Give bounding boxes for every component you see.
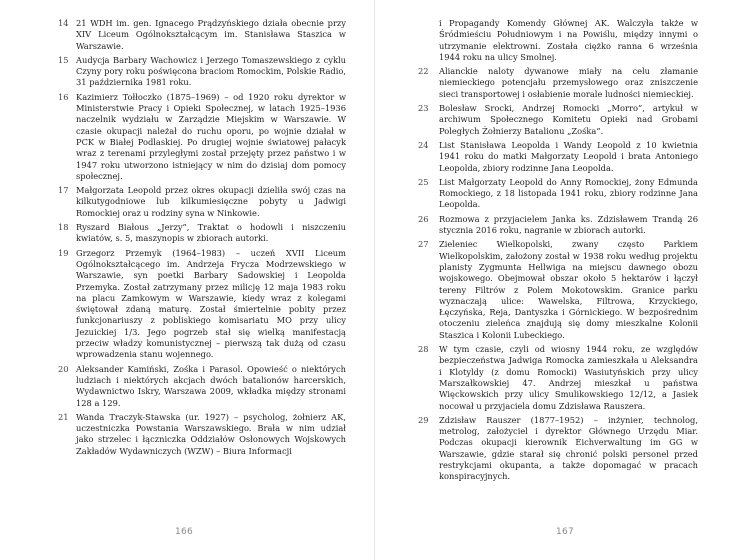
footnote-text: Ryszard Białous „Jerzy”, Traktat o hodowli i niszczeniu kwiatów, s. 5, maszynopis w zbiorach autorki. — [76, 222, 346, 244]
footnote-number: 16 — [58, 91, 69, 102]
footnote-number: 18 — [58, 222, 69, 233]
footnote-text: Zdzisław Rauszer (1877–1952) – inżynier, technolog, metrolog, założyciel i dyrektor Głównego Urzędu Miar. Podczas okupacji kierownik Eichverwaltung im GG w Warszawie, gdzie starał się chronić polski personel przed restrykcjami okupanta, a także dopomagać w pracach konspiracyjnych. — [439, 414, 698, 482]
footnote-number: 17 — [58, 185, 69, 196]
footnote-22 — [418, 66, 698, 100]
footnote-29 — [418, 415, 698, 483]
footnote-number: 28 — [418, 344, 429, 355]
footnote-number: 23 — [418, 103, 429, 114]
footnote-text: List Małgorzaty Leopold do Anny Romockiej, żony Edmunda Romockiego, z 18 listopada 1941 roku, zbiory rodzinne Jana Leopolda. — [439, 176, 698, 210]
page-number: 166 — [175, 527, 194, 537]
footnote-16 — [58, 92, 346, 182]
footnote-21 — [58, 412, 346, 457]
footnote-26 — [418, 214, 698, 237]
footnote-19 — [58, 248, 346, 361]
footnote-text: Małgorzata Leopold przez okres okupacji dzieliła swój czas na kilkutygodniowe lub kilkumiesięczne pobyty u Jadwigi Romockiej oraz u rodziny syna w Ninkowie. — [76, 185, 346, 218]
footnote-number: 19 — [58, 247, 69, 258]
footnote-number: 24 — [418, 139, 429, 150]
footnote-text: i Propagandy Komendy Głównej AK. Walczyła także w Śródmieściu Południowym i na Powiślu, między innymi o utrzymanie elektrowni. Została ciężko ranna 6 września 1944 roku na ulicy Smolnej. — [439, 18, 698, 62]
footnote-25 — [418, 177, 698, 211]
footnote-number: 21 — [58, 411, 69, 422]
footnote-number: 14 — [58, 18, 69, 28]
page-number: 167 — [556, 527, 575, 537]
footnote-number: 22 — [418, 66, 429, 77]
footnote-text: 21 WDH im. gen. Ignacego Prądzyńskiego działa obecnie przy XIV Liceum Ogólnokształcącym im. Stanisława Staszica w Warszawie. — [76, 18, 346, 51]
footnote-text: W tym czasie, czyli od wiosny 1944 roku, ze względów bezpieczeństwa Jadwiga Romocka zamieszkała u Aleksandra i Klotyldy (z domu Romocki) Wasiutyńskich przy ulicy Marszałkowskiej 47. Andrzej mieszkał u państwa Więckowskich przy ulicy Smulikowskiego 12/12, a Jasiek nocował u przyjaciela domu Zdzisława Rauszera. — [439, 344, 698, 411]
footnote-number: 25 — [418, 176, 429, 187]
footnote-24 — [418, 140, 698, 174]
footnote-14 — [58, 18, 346, 52]
footnote-number: 26 — [418, 213, 429, 224]
footnotes-list — [58, 18, 346, 460]
footnote-text: Rozmowa z przyjacielem Janka ks. Zdzisławem Trandą 26 stycznia 2016 roku, nagranie w zbiorach autorki. — [439, 213, 698, 236]
footnote-text: Zieleniec Wielkopolski, zwany często Parkiem Wielkopolskim, założony został w 1938 roku według projektu planisty Zygmunta Hellwiga na miejscu dawnego obozu wojskowego. Obejmował obszar około 5 hektarów i łączył tereny Filtrów z Polem Mokotowskim. Granice parku wyznaczają ulice: Wawelska, Filtrowa, Krzyckiego, Łęczyńska, Reja, Dantyszka i Górnickiego. W bezpośrednim otoczeniu zieleńca znajdują się domy mieszkalne Kolonii Staszica i Kolonii Lubeckiego. — [439, 239, 698, 340]
footnote-text: Alianckie naloty dywanowe miały na celu złamanie niemieckiego potencjału przemysłowego oraz zniszczenie sieci transportowej i osłabienie morale ludności niemieckiej. — [439, 66, 698, 99]
footnotes-list — [418, 18, 698, 486]
footnote-15 — [58, 55, 346, 89]
footnote-23 — [418, 103, 698, 137]
footnote-number: 29 — [418, 414, 429, 425]
footnote-20 — [58, 364, 346, 409]
footnote-text: Audycja Barbary Wachowicz i Jerzego Tomaszewskiego z cyklu Czyny pory roku poświęcona braciom Romockim, Polskie Radio, 31 października 1981 roku. — [76, 54, 346, 88]
footnote-18 — [58, 222, 346, 245]
footnote-27 — [418, 239, 698, 341]
footnote-number: 15 — [58, 54, 69, 65]
footnote-28 — [418, 344, 698, 412]
footnote-text: Grzegorz Przemyk (1964–1983) – uczeń XVII Liceum Ogólnokształcącego im. Andrzeja Frycza Modrzewskiego w Warszawie, syn poetki Barbary Sadowskiej i Leopolda Przemyka. Został zatrzymany przez milicję 12 maja 1983 roku na placu Zamkowym w Warszawie, kiedy wraz z kolegami świętował zdaną maturę. Został śmiertelnie pobity przez funkcjonariuszy z pobliskiego komisariatu MO przy ulicy Jezuickiej 1/3. Jego pogrzeb stał się wielką manifestacją przeciw władzy komunistycznej – pierwszą tak dużą od czasu wprowadzenia stanu wojennego. — [76, 247, 346, 360]
footnote-text: Wanda Traczyk-Stawska (ur. 1927) – psycholog, żołnierz AK, uczestniczka Powstania Warszawskiego. Brała w nim udział jako strzelec i łączniczka Oddziałów Osłonowych Wojskowych Zakładów Wydawniczych (WZW) – Biura Informacji — [76, 411, 346, 456]
footnote-text: List Stanisława Leopolda i Wandy Leopold z 10 kwietnia 1941 roku do matki Małgorzaty Leopold i brata Antoniego Leopolda, zbiory rodzinne Jana Leopolda. — [439, 139, 698, 173]
footnote-text: Aleksander Kamiński, Zośka i Parasol. Opowieść o niektórych ludziach i niektórych akcjach dwóch batalionów harcerskich, Wydawnictwo Iskry, Warszawa 2009, wkładka między stronami 128 a 129. — [76, 363, 346, 408]
footnote-number: 20 — [58, 363, 69, 374]
footnote-number: 27 — [418, 239, 429, 250]
right-page — [375, 0, 750, 560]
footnote-17 — [58, 185, 346, 219]
footnote-text: Kazimierz Tołłoczko (1875–1969) – od 1920 roku dyrektor w Ministerstwie Pracy i Opieki Społecznej, w latach 1925–1936 naczelnik wydziału w Zarządzie Miejskim w Warszawie. W czasie okupacji należał do ruchu oporu, po wojnie działał w PCK w Białej Podlaskiej. Po drugiej wojnie światowej pałacyk wraz z terenami przyległymi został przejęty przez państwo i w 1947 roku utworzono istniejący w nim do dzisiaj dom pomocy społecznej. — [76, 91, 346, 181]
footnote-21-continuation — [418, 18, 698, 63]
footnote-text: Bolesław Srocki, Andrzej Romocki „Morro”, artykuł w archiwum Społecznego Komitetu Opieki nad Grobami Poległych Żołnierzy Batalionu „Zośka”. — [439, 103, 698, 136]
